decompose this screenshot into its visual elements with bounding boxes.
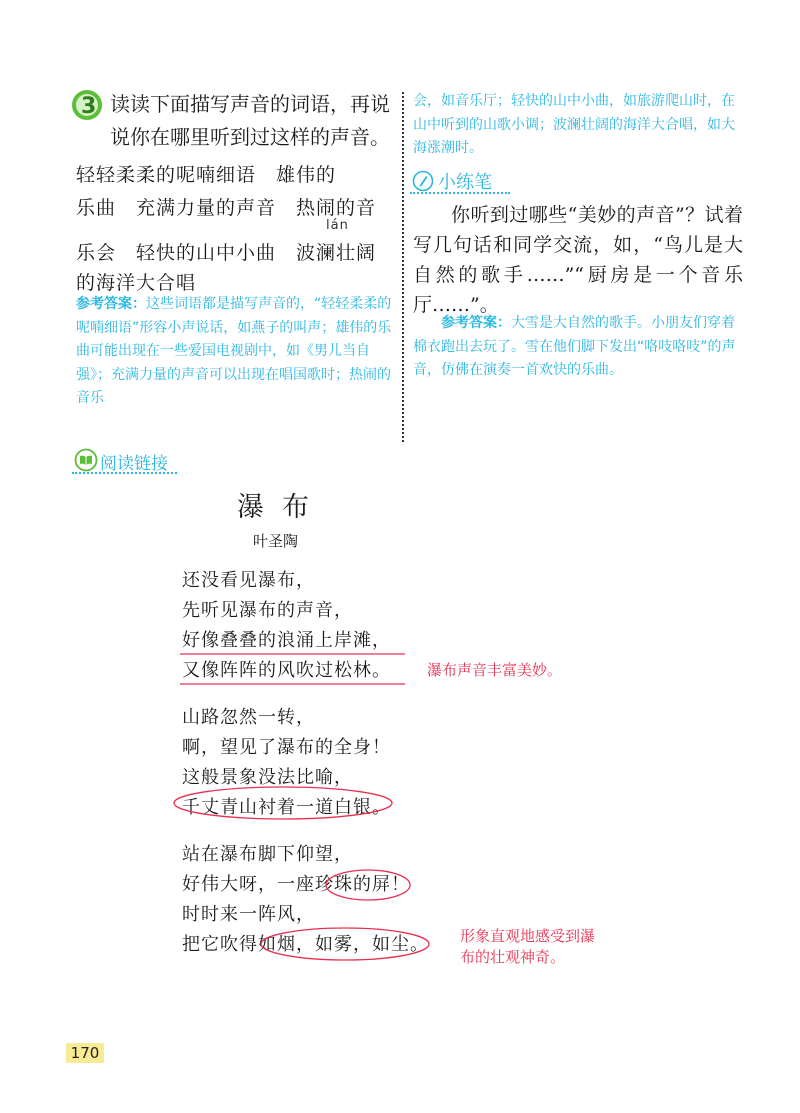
poem-line: 好像叠叠的浪涌上岸滩， — [182, 630, 391, 651]
task3-answer-continued: 会，如音乐厅；轻快的山中小曲，如旅游爬山时，在山中听到的山歌小调；波澜壮阔的海洋大合唱，如大海涨潮时。 — [413, 93, 735, 156]
poem-line: 站在瀑布脚下仰望， — [182, 844, 353, 865]
poem-stanza-1 — [182, 566, 391, 686]
word-line: 乐会 轻快的山中小曲 波澜壮阔 — [76, 242, 377, 264]
pinyin: lán — [326, 218, 349, 233]
column-divider — [402, 92, 404, 442]
pen-icon — [412, 170, 434, 192]
practice-answer — [413, 312, 738, 383]
practice-title: 小练笔 — [438, 172, 492, 193]
poem-title: 瀑布 — [237, 492, 327, 523]
poem-stanza-3 — [182, 840, 429, 960]
poem-line: 啊，望见了瀑布的全身！ — [182, 737, 391, 758]
answer-text: 这些词语都是描写声音的，“轻轻柔柔的呢喃细语”形容小声说话，如燕子的叫声；雄伟的乐曲可能出现在一些爱国电视剧中，如《男儿当自强》；充满力量的声音可以出现在唱国歌时；热闹的音乐 — [76, 296, 392, 406]
practice-task: 你听到过哪些“美妙的声音”？试着写几句话和同学交流，如，“鸟儿是大自然的歌手……”“厨房是一个音乐厅……”。 — [413, 204, 743, 316]
poem-line: 时时来一阵风， — [182, 904, 315, 925]
task-title: 读读下面描写声音的词语，再说说你在哪里听到过这样的声音。 — [110, 92, 390, 149]
poem-line: 千丈青山衬着一道白银。 — [182, 797, 391, 818]
poem-stanza-2 — [182, 703, 391, 823]
reading-title: 阅读链接 — [100, 454, 168, 474]
annotation-note: 瀑布声音丰富美妙。 — [427, 661, 563, 679]
poem-line: 这般景象没法比喻， — [182, 767, 353, 788]
task3-answer — [76, 293, 396, 411]
answer-label: 参考答案： — [76, 296, 146, 312]
annotation-note: 形象直观地感受到瀑布的壮观神奇。 — [460, 927, 596, 966]
poem-line: 先听见瀑布的声音， — [182, 600, 353, 621]
page-number: 170 — [66, 1043, 104, 1063]
svg-text:3: 3 — [81, 94, 97, 119]
answer-label: 参考答案： — [441, 315, 511, 331]
word-line: 乐曲 充满力量的声音 热闹的音 — [76, 197, 377, 219]
poem-line: 又像阵阵的风吹过松林。 — [182, 660, 391, 681]
practice-underline — [410, 192, 510, 194]
word-line: 的海洋大合唱 — [76, 272, 197, 294]
poem-line: 还没看见瀑布， — [182, 570, 315, 591]
poem-line: 把它吹得如烟，如雾，如尘。 — [182, 934, 429, 955]
book-icon — [74, 448, 98, 472]
poem-line: 好伟大呀，一座珍珠的屏！ — [182, 874, 410, 895]
poem-author: 叶圣陶 — [253, 532, 299, 550]
reading-underline — [72, 472, 177, 474]
poem-line: 山路忽然一转， — [182, 707, 315, 728]
word-line: 轻轻柔柔的呢喃细语 雄伟的 — [76, 164, 337, 186]
number-3-icon — [70, 88, 104, 122]
answer-text: 大雪是大自然的歌手。小朋友们穿着棉衣跑出去玩了。雪在他们脚下发出“咯吱咯吱”的声音，仿佛在演奏一首欢快的乐曲。 — [413, 315, 736, 378]
